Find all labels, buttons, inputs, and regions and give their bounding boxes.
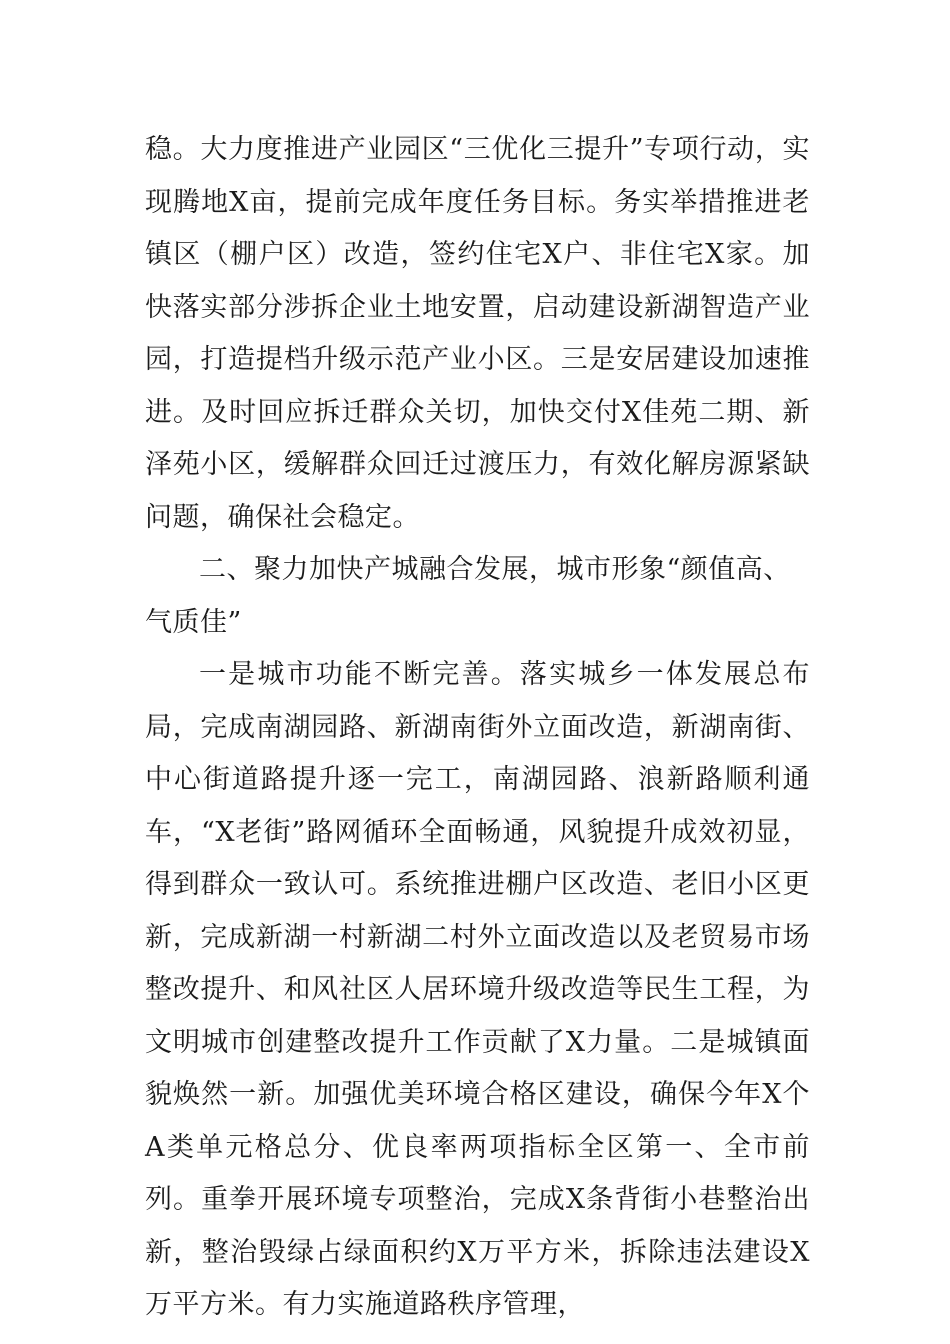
section-heading: 二、聚力加快产城融合发展，城市形象“颜值高、气质佳” <box>145 554 791 638</box>
document-body <box>145 124 810 1332</box>
paragraph-body: 一是城市功能不断完善。落实城乡一体发展总布局，完成南湖园路、新湖南街外立面改造，新湖南街、中心街道路提升逐一完工，南湖园路、浪新路顺利通车，“X老街”路网循环全面畅通，风貌提升成效初显，得到群众一致认可。系统推进棚户区改造、老旧小区更新，完成新湖一村新湖二村外立面改造以及老贸易市场整改提升、和风社区人居环境升级改造等民生工程，为文明城市创建整改提升工作贡献了X力量。二是城镇面貌焕然一新。加强优美环境合格区建设，确保今年X个A类单元格总分、优良率两项指标全区第一、全市前列。重拳开展环境专项整治，完成X条背街小巷整治出新，整治毁绿占绿面积约X万平方米，拆除违法建设X万平方米。有力实施道路秩序管理， <box>145 659 810 1320</box>
paragraph-continuation: 稳。大力度推进产业园区“三优化三提升”专项行动，实现腾地X亩，提前完成年度任务目标。务实举措推进老镇区（棚户区）改造，签约住宅X户、非住宅X家。加快落实部分涉拆企业土地安置，启动建设新湖智造产业园，打造提档升级示范产业小区。三是安居建设加速推进。及时回应拆迁群众关切，加快交付X佳苑二期、新泽苑小区，缓解群众回迁过渡压力，有效化解房源紧缺问题，确保社会稳定。 <box>145 134 810 533</box>
